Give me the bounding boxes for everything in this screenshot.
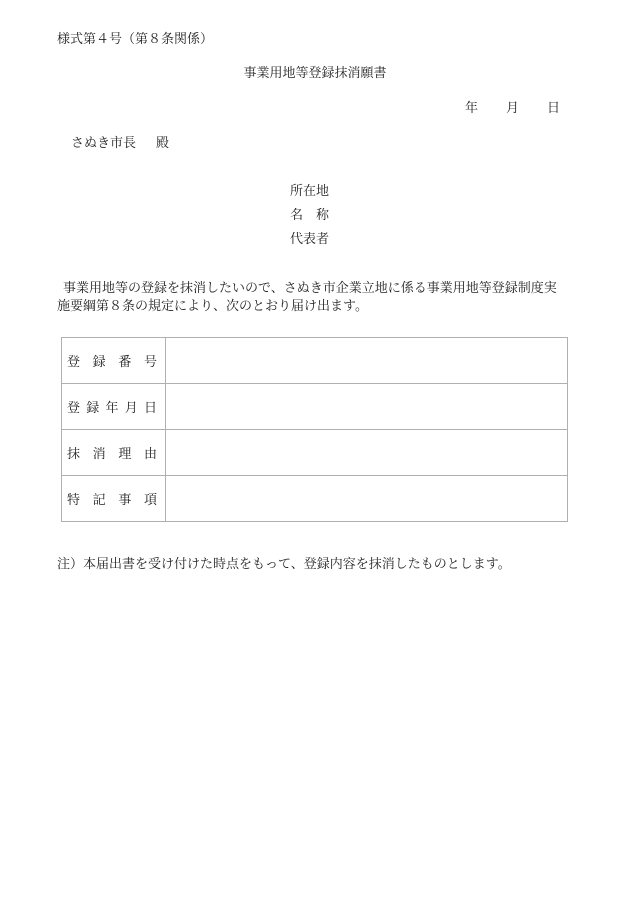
label-char: 号: [143, 355, 157, 370]
document-title: 事業用地等登録抹消願書: [243, 66, 387, 81]
special-notes-label-text: [67, 489, 157, 508]
registration-date-value-field[interactable]: [166, 384, 568, 430]
table-row-registration-date: [62, 384, 568, 430]
label-char: 番: [118, 355, 132, 370]
note-text: 注）本届出書を受け付けた時点をもって、登録内容を抹消したものとします。: [57, 557, 511, 572]
label-char: 月: [124, 401, 138, 416]
cancellation-reason-label-text: [67, 443, 157, 462]
body-line-2: 施要綱第８条の規定により、次のとおり届け出ます。: [57, 299, 368, 314]
addressee: [71, 136, 169, 152]
addressee-honorific: 殿: [156, 136, 170, 151]
date-line: [465, 101, 560, 117]
label-char: 記: [92, 493, 106, 508]
label-char: 抹: [67, 447, 81, 462]
date-year-label: 年: [465, 101, 479, 116]
label-char: 項: [143, 493, 157, 508]
registration-date-label-text: [67, 397, 157, 416]
label-char: 由: [143, 447, 157, 462]
label-char: 録: [92, 355, 106, 370]
label-char: 理: [118, 447, 132, 462]
date-day-label: 日: [547, 101, 561, 116]
body-line-1: 事業用地等の登録を抹消したいので、さぬき市企業立地に係る事業用地等登録制度実: [63, 281, 557, 296]
registration-table: [61, 337, 568, 522]
label-char: 日: [143, 401, 157, 416]
label-char: 事: [118, 493, 132, 508]
table-row-special-notes: [62, 476, 568, 522]
applicant-name-label: 名 称: [290, 208, 330, 223]
body-paragraph: [57, 280, 577, 316]
registration-number-label-text: [67, 351, 157, 370]
label-char: 登: [67, 355, 81, 370]
date-month-label: 月: [506, 101, 520, 116]
registration-number-label: [62, 338, 166, 384]
special-notes-label: [62, 476, 166, 522]
form-number: 様式第４号（第８条関係）: [57, 32, 214, 47]
registration-number-value-field[interactable]: [166, 338, 568, 384]
label-char: 特: [67, 493, 81, 508]
cancellation-reason-value-field[interactable]: [166, 430, 568, 476]
addressee-name: さぬき市長: [71, 136, 137, 151]
cancellation-reason-label: [62, 430, 166, 476]
special-notes-value-field[interactable]: [166, 476, 568, 522]
label-char: 消: [92, 447, 106, 462]
table-row-registration-number: [62, 338, 568, 384]
applicant-representative-label: 代表者: [290, 232, 330, 247]
label-char: 録: [86, 401, 100, 416]
registration-date-label: [62, 384, 166, 430]
table-row-cancellation-reason: [62, 430, 568, 476]
applicant-address-label: 所在地: [290, 184, 330, 199]
label-char: 年: [105, 401, 119, 416]
label-char: 登: [67, 401, 81, 416]
